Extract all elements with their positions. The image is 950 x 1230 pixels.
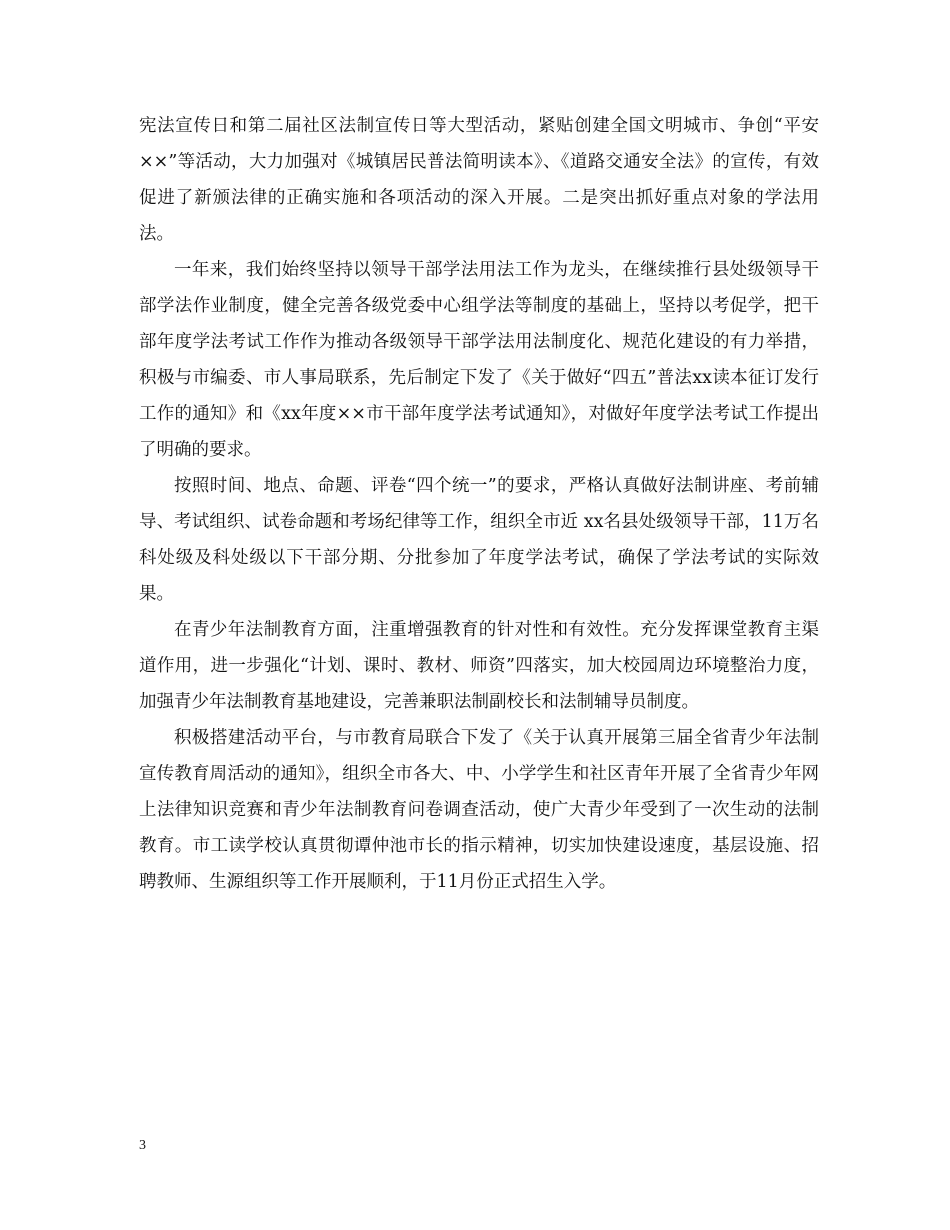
- paragraph-4: 在青少年法制教育方面，注重增强教育的针对性和有效性。充分发挥课堂教育主渠道作用，进一步强化“计划、课时、教材、师资”四落实，加大校园周边环境整治力度，加强青少年法制教育基地建设，完善兼职法制副校长和法制辅导员制度。: [139, 620, 819, 712]
- paragraph-1: 宪法宣传日和第二届社区法制宣传日等大型活动，紧贴创建全国文明城市、争创“平安××”等活动，大力加强对《城镇居民普法简明读本》、《道路交通安全法》的宣传，有效促进了新颁法律的正确实施和各项活动的深入开展。二是突出抓好重点对象的学法用法。: [139, 116, 819, 244]
- page-number: 3: [139, 1138, 146, 1153]
- document-body: [139, 108, 819, 900]
- paragraph-2: 一年来，我们始终坚持以领导干部学法用法工作为龙头，在继续推行县处级领导干部学法作业制度，健全完善各级党委中心组学法等制度的基础上，坚持以考促学，把干部年度学法考试工作作为推动各级领导干部学法用法制度化、规范化建设的有力举措，积极与市编委、市人事局联系，先后制定下发了《关于做好“四五”普法xx读本征订发行工作的通知》和《xx年度××市干部年度学法考试通知》，对做好年度学法考试工作提出了明确的要求。: [139, 260, 819, 460]
- paragraph-5: 积极搭建活动平台，与市教育局联合下发了《关于认真开展第三届全省青少年法制宣传教育周活动的通知》，组织全市各大、中、小学学生和社区青年开展了全省青少年网上法律知识竞赛和青少年法制教育问卷调查活动，使广大青少年受到了一次生动的法制教育。市工读学校认真贯彻谭仲池市长的指示精神，切实加快建设速度，基层设施、招聘教师、生源组织等工作开展顺利，于11月份正式招生入学。: [139, 728, 819, 892]
- paragraph-3: 按照时间、地点、命题、评卷“四个统一”的要求，严格认真做好法制讲座、考前辅导、考试组织、试卷命题和考场纪律等工作，组织全市近 xx名县处级领导干部，11万名科处级及科处级以下干部分期、分批参加了年度学法考试，确保了学法考试的实际效果。: [139, 476, 819, 604]
